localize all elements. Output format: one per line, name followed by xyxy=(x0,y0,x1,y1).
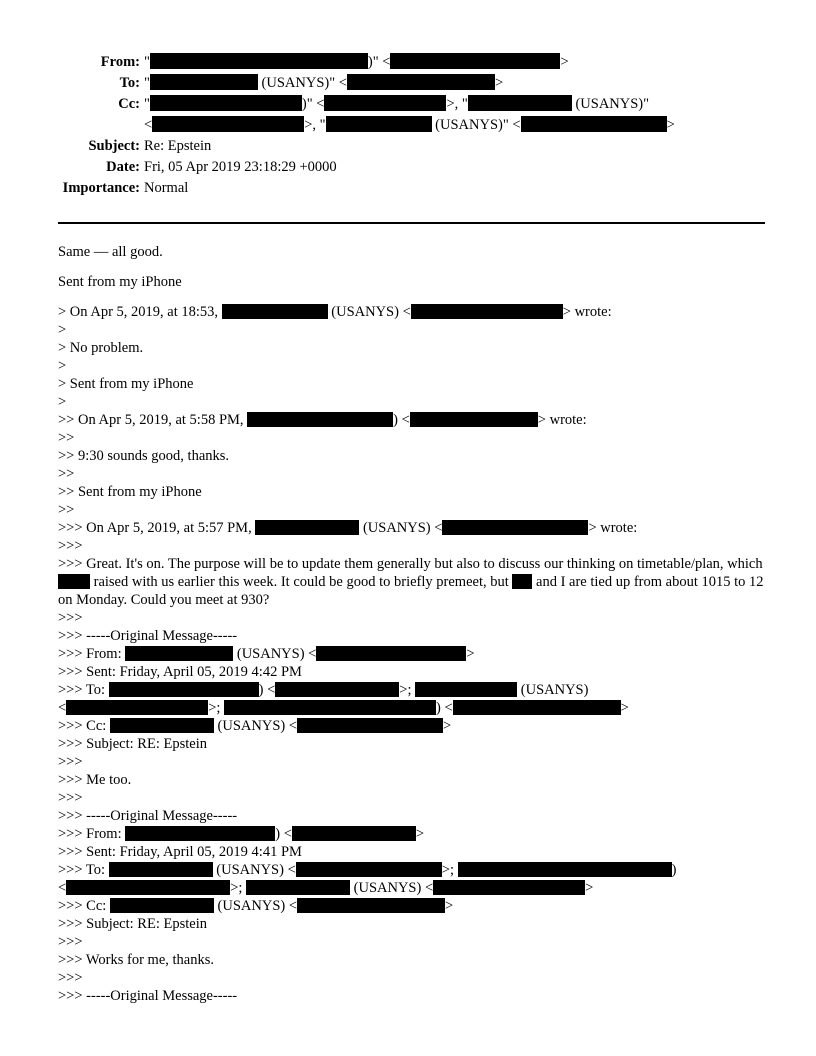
quote-line: >>> Cc: (USANYS) < > xyxy=(58,898,454,914)
quote-line: >> On Apr 5, 2019, at 5:58 PM, ) < > wrote: xyxy=(58,412,587,428)
cc-label: Cc: xyxy=(118,96,140,112)
to-label: To: xyxy=(119,75,140,91)
redaction-block xyxy=(292,826,416,841)
redaction-block xyxy=(297,898,445,913)
quote-line: >>> Me too. xyxy=(58,772,132,788)
redaction-block xyxy=(521,116,667,132)
redaction-block xyxy=(109,682,259,697)
quote-line: >>> -----Original Message----- xyxy=(58,628,238,644)
date-row xyxy=(0,157,816,178)
subject-value: Re: Epstein xyxy=(144,138,212,154)
quote-line: >> xyxy=(58,430,75,446)
importance-label: Importance: xyxy=(62,180,140,196)
quote-line: > Sent from my iPhone xyxy=(58,376,194,392)
redaction-block xyxy=(222,304,328,319)
to-value: " (USANYS)" < > xyxy=(144,75,504,91)
quote-line: >>> xyxy=(58,538,83,554)
redaction-block xyxy=(110,898,214,913)
quote-line: >>> On Apr 5, 2019, at 5:57 PM, (USANYS) < > wrote: xyxy=(58,520,638,536)
quote-line: > On Apr 5, 2019, at 18:53, (USANYS) < > wrote: xyxy=(58,304,612,320)
subject-label: Subject: xyxy=(88,138,140,154)
redaction-block xyxy=(433,880,585,895)
quote-line: >>> Sent: Friday, April 05, 2019 4:42 PM xyxy=(58,664,302,680)
redaction-block xyxy=(326,116,432,132)
quote-line: > xyxy=(58,358,67,374)
redaction-block xyxy=(224,700,436,715)
quote-line: >>> -----Original Message----- xyxy=(58,808,238,824)
quote-line: >> xyxy=(58,502,75,518)
reply-text: Same — all good. xyxy=(58,244,163,260)
redaction-block xyxy=(512,574,532,589)
redaction-block xyxy=(150,53,368,69)
redaction-block xyxy=(410,412,538,427)
quote-line: < >; (USANYS) < > xyxy=(58,880,594,896)
redaction-block xyxy=(297,718,443,733)
quote-line: >>> -----Original Message----- xyxy=(58,988,238,1004)
importance-row xyxy=(0,178,816,199)
quote-line: >>> xyxy=(58,970,83,986)
quote-line: >> xyxy=(58,466,75,482)
redaction-block xyxy=(316,646,466,661)
from-value: " )" < > xyxy=(144,54,569,70)
redaction-block xyxy=(255,520,359,535)
quote-line: >>> Works for me, thanks. xyxy=(58,952,214,968)
redaction-block xyxy=(247,412,393,427)
email-header xyxy=(0,52,816,199)
redaction-block xyxy=(66,880,230,895)
date-label: Date: xyxy=(106,159,140,175)
quote-line: >>> From: (USANYS) < > xyxy=(58,646,475,662)
redaction-block xyxy=(150,95,302,111)
quote-line: > xyxy=(58,322,67,338)
redaction-block xyxy=(324,95,446,111)
redaction-block xyxy=(347,74,495,90)
quote-line: > xyxy=(58,394,67,410)
quote-line: >>> Cc: (USANYS) < > xyxy=(58,718,452,734)
quote-line: >> 9:30 sounds good, thanks. xyxy=(58,448,230,464)
redaction-block xyxy=(58,574,90,589)
redaction-block xyxy=(66,700,208,715)
quote-line: > No problem. xyxy=(58,340,144,356)
quote-line: >>> Subject: RE: Epstein xyxy=(58,736,207,752)
redaction-block xyxy=(468,95,572,111)
redaction-block xyxy=(415,682,517,697)
redaction-block xyxy=(125,826,275,841)
header-divider xyxy=(58,222,765,224)
subject-row xyxy=(0,136,816,157)
from-row xyxy=(0,52,816,73)
quote-line: >>> xyxy=(58,610,83,626)
cc-value: " )" < >, " (USANYS)" xyxy=(144,96,650,112)
redaction-block xyxy=(390,53,560,69)
email-body xyxy=(58,243,773,1005)
redaction-block xyxy=(411,304,563,319)
quote-line: >>> Subject: RE: Epstein xyxy=(58,916,207,932)
quote-line: >>> From: ) < > xyxy=(58,826,425,842)
redaction-block xyxy=(125,646,233,661)
redaction-block xyxy=(296,862,442,877)
quote-line: >>> xyxy=(58,934,83,950)
to-row xyxy=(0,73,816,94)
redaction-block xyxy=(152,116,304,132)
quote-line: >>> xyxy=(58,754,83,770)
quote-paragraph: >>> Great. It's on. The purpose will be to update them generally but also to discuss our thinking on timetable/plan, which raised with us earlier this week. It could be good to briefly premeet, but and I are tied up from about 1015 to 12 on Monday. Could you meet at 930? xyxy=(58,556,764,608)
date-value: Fri, 05 Apr 2019 23:18:29 +0000 xyxy=(144,159,337,175)
signature: Sent from my iPhone xyxy=(58,274,182,290)
cc-continuation: < >, " (USANYS)" < > xyxy=(144,117,675,133)
quote-line: < >; ) < > xyxy=(58,700,629,716)
quote-line: >>> To: ) < >; (USANYS) xyxy=(58,682,589,698)
redaction-block xyxy=(246,880,350,895)
from-label: From: xyxy=(100,54,140,70)
importance-value: Normal xyxy=(144,180,189,196)
redaction-block xyxy=(458,862,672,877)
redaction-block xyxy=(110,718,214,733)
redaction-block xyxy=(442,520,588,535)
quote-line: >>> Sent: Friday, April 05, 2019 4:41 PM xyxy=(58,844,302,860)
redaction-block xyxy=(109,862,213,877)
redaction-block xyxy=(453,700,621,715)
redaction-block xyxy=(150,74,258,90)
quote-line: >> Sent from my iPhone xyxy=(58,484,202,500)
cc-row xyxy=(0,94,816,115)
redaction-block xyxy=(275,682,399,697)
quote-line: >>> To: (USANYS) < >; ) xyxy=(58,862,677,878)
quote-line: >>> xyxy=(58,790,83,806)
